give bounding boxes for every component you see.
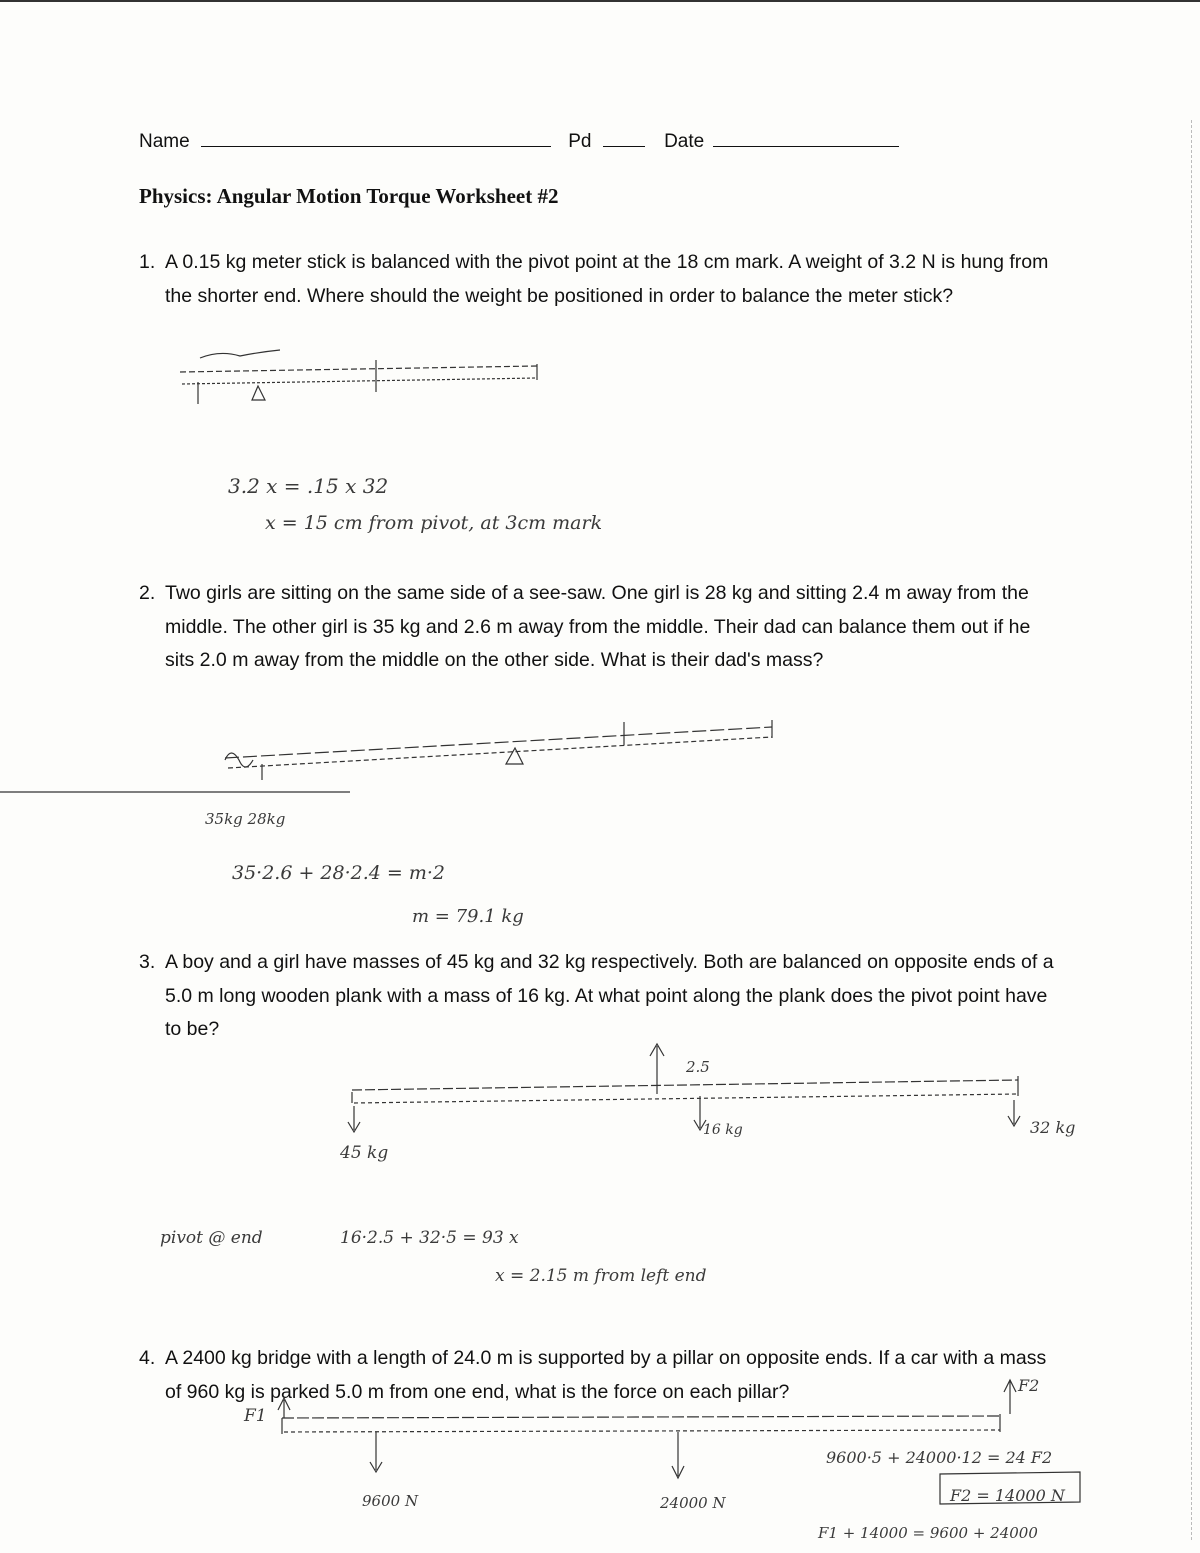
q3-work-line1: 16·2.5 + 32·5 = 93 x [340,1228,519,1248]
q4-work-line1: 9600·5 + 24000·12 = 24 F2 [826,1448,1053,1467]
q4-work-line2: F2 = 14000 N [950,1486,1065,1505]
q3-work-line2: x = 2.15 m from left end [495,1266,707,1286]
q1-work-line1: 3.2 x = .15 x 32 [228,474,389,498]
q3-left-mass: 45 kg [340,1143,389,1163]
q3-pivot-note: pivot @ end [160,1228,263,1248]
question-number: 1. [139,251,156,273]
worksheet-title: Physics: Angular Motion Torque Worksheet #2 [139,184,559,208]
q4-f1-label: F1 [244,1406,267,1426]
date-field[interactable] [713,128,899,147]
question-text: A 2400 kg bridge with a length of 24.0 m is supported by a pillar on opposite ends. If a car with a mass of 960 kg is parked 5.0 m from one end, what is the force on each pillar? [165,1347,1047,1403]
question-text: Two girls are sitting on the same side of a see-saw. One girl is 28 kg and sitting 2.4 m away from the middle. The other girl is 35 kg and 2.6 m away from the middle. Their dad can balance them out if he sits 2.0 m away from the middle on the other side. What is their dad's mass? [165,582,1031,671]
date-label: Date [664,131,705,152]
q1-work-line2: x = 15 cm from pivot, at 3cm mark [265,512,603,534]
q3-right-mass: 32 kg [1030,1118,1076,1137]
question-number: 3. [139,951,156,973]
question-text: A 0.15 kg meter stick is balanced with the pivot point at the 18 cm mark. A weight of 3.2 N is hung from the shorter end. Where should the weight be positioned in order to balance the meter stick? [165,251,1049,307]
name-field[interactable] [201,128,551,147]
question-2 [139,577,1054,678]
q2-work-line1: 35·2.6 + 28·2.4 = m·2 [232,862,446,884]
scan-edge [0,0,1200,4]
q1-meter-stick-sketch [180,350,537,404]
q2-mass-labels: 35kg 28kg [205,810,286,828]
question-4 [139,1342,1054,1409]
q3-mid-mass: 16 kg [703,1122,743,1138]
pd-field[interactable] [603,128,645,147]
q4-weight-bridge: 24000 N [660,1494,726,1512]
pd-label: Pd [568,131,592,152]
name-label: Name [139,131,190,152]
q4-weight-car: 9600 N [362,1492,419,1510]
q4-work-line3: F1 + 14000 = 9600 + 24000 [818,1524,1038,1542]
question-number: 2. [139,582,156,604]
student-header [139,128,899,153]
question-1 [139,246,1054,313]
question-3 [139,946,1054,1047]
scan-margin [1191,120,1192,1540]
q2-work-line2: m = 79.1 kg [412,906,524,927]
question-number: 4. [139,1347,156,1369]
q2-seesaw-sketch [225,720,772,780]
q3-distance: 2.5 [686,1058,710,1076]
question-text: A boy and a girl have masses of 45 kg and 32 kg respectively. Both are balanced on opposite ends of a 5.0 m long wooden plank with a mass of 16 kg. At what point along the plank does the pivot point have to be? [165,951,1054,1040]
q4-f2-label: F2 [1018,1376,1040,1395]
